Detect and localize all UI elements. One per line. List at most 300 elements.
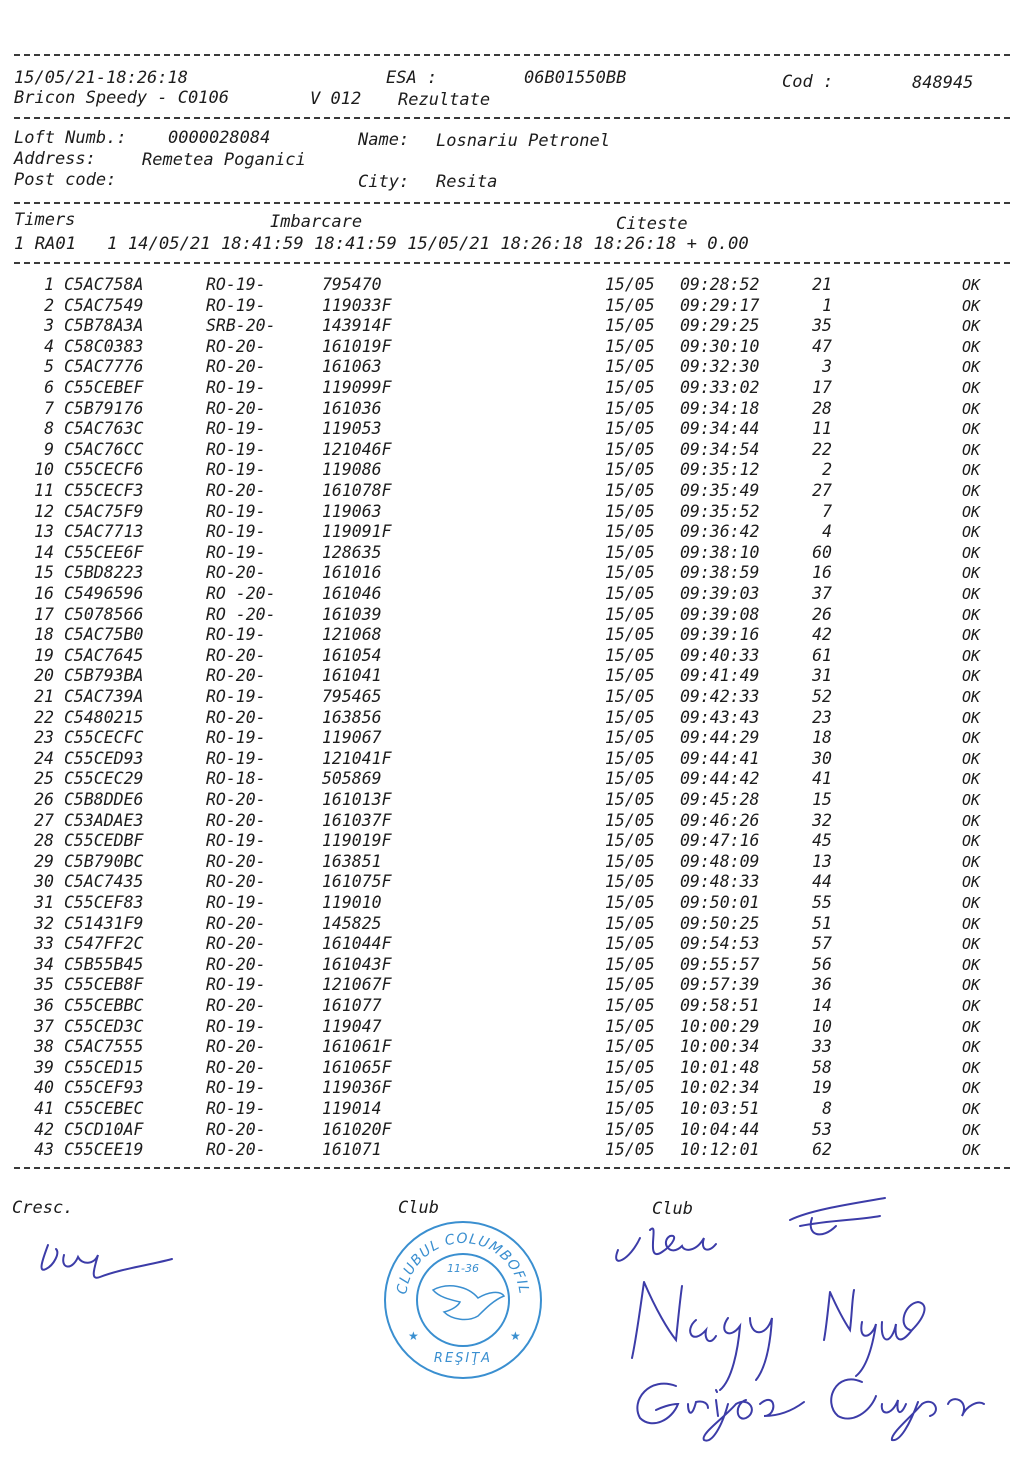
arrival-date: 15/05 bbox=[605, 728, 655, 748]
position: 53 bbox=[812, 1119, 832, 1139]
position: 55 bbox=[812, 893, 832, 912]
position: 16 bbox=[812, 563, 832, 583]
arrival-date: 15/05 bbox=[605, 666, 655, 686]
ring-number: 119036F bbox=[322, 1078, 392, 1098]
arrival-time: 09:48:09 bbox=[680, 851, 760, 871]
ring-number: 161061F bbox=[322, 1037, 392, 1057]
divider-top bbox=[14, 54, 1010, 56]
chip-id: C5BD8223 bbox=[64, 563, 144, 583]
position: 14 bbox=[812, 996, 832, 1015]
status: OK bbox=[962, 440, 981, 459]
ring-number: 119053 bbox=[322, 419, 382, 439]
name-label: Name: bbox=[358, 130, 410, 150]
status: OK bbox=[962, 1079, 981, 1098]
ring-country: RO-19- bbox=[206, 460, 266, 480]
ring-number: 143914F bbox=[322, 316, 392, 336]
status: OK bbox=[962, 1120, 981, 1139]
club-label-left: Club bbox=[398, 1198, 439, 1218]
chip-id: C55CED93 bbox=[64, 748, 144, 768]
position: 15 bbox=[812, 790, 832, 809]
ring-number: 119091F bbox=[322, 522, 392, 542]
position: 60 bbox=[812, 542, 832, 562]
ring-number: 795465 bbox=[322, 687, 382, 706]
ring-country: RO -20- bbox=[206, 604, 276, 624]
table-row bbox=[0, 831, 1024, 852]
arrival-time: 09:34:44 bbox=[680, 419, 760, 439]
status: OK bbox=[962, 337, 981, 356]
table-row bbox=[0, 399, 1024, 420]
position: 27 bbox=[812, 481, 832, 500]
position: 44 bbox=[812, 872, 832, 892]
ring-number: 161016 bbox=[322, 563, 382, 583]
chip-id: C5AC739A bbox=[64, 687, 144, 706]
table-row bbox=[0, 1099, 1024, 1120]
star-icon-left: ★ bbox=[408, 1329, 419, 1343]
ring-country: RO-19- bbox=[206, 378, 266, 397]
loft-label: Loft Numb.: bbox=[14, 128, 127, 148]
chip-id: C5AC75F9 bbox=[64, 501, 144, 521]
position: 17 bbox=[812, 378, 832, 397]
ring-country: RO-19- bbox=[206, 893, 266, 912]
position: 32 bbox=[812, 810, 832, 830]
row-number: 12 bbox=[34, 501, 54, 521]
table-row bbox=[0, 934, 1024, 955]
ring-country: RO-19- bbox=[206, 1078, 266, 1098]
status: OK bbox=[962, 667, 981, 686]
imbarcare-label: Imbarcare bbox=[270, 212, 363, 232]
arrival-date: 15/05 bbox=[605, 1140, 655, 1160]
arrival-time: 09:33:02 bbox=[680, 378, 760, 397]
arrival-date: 15/05 bbox=[605, 913, 655, 933]
status: OK bbox=[962, 997, 981, 1015]
chip-id: C5AC7776 bbox=[64, 357, 144, 377]
chip-id: C547FF2C bbox=[64, 934, 144, 954]
status: OK bbox=[962, 605, 981, 624]
status: OK bbox=[962, 976, 981, 995]
arrival-date: 15/05 bbox=[605, 1119, 655, 1139]
chip-id: C5CD10AF bbox=[64, 1119, 144, 1139]
table-row bbox=[0, 460, 1024, 481]
position: 51 bbox=[812, 913, 832, 933]
ring-country: RO-19- bbox=[206, 975, 266, 995]
cresc-label: Cresc. bbox=[12, 1198, 74, 1218]
status: OK bbox=[962, 420, 981, 439]
ring-country: RO-20- bbox=[206, 810, 266, 830]
row-number: 16 bbox=[34, 584, 54, 603]
arrival-date: 15/05 bbox=[605, 295, 655, 315]
ring-number: 119099F bbox=[322, 378, 392, 397]
status: OK bbox=[962, 296, 981, 315]
chip-id: C5AC7435 bbox=[64, 872, 144, 892]
ring-country: RO-20- bbox=[206, 1057, 266, 1077]
chip-id: C5AC7713 bbox=[64, 522, 144, 542]
row-number: 43 bbox=[34, 1140, 54, 1160]
status: OK bbox=[962, 1017, 981, 1036]
chip-id: C5480215 bbox=[64, 707, 144, 727]
table-row bbox=[0, 1120, 1024, 1141]
row-number: 3 bbox=[44, 316, 54, 336]
arrival-time: 09:58:51 bbox=[680, 996, 760, 1015]
position: 4 bbox=[822, 522, 832, 542]
row-number: 26 bbox=[34, 790, 54, 809]
status: OK bbox=[962, 399, 981, 418]
arrival-date: 15/05 bbox=[605, 378, 655, 397]
position: 22 bbox=[812, 439, 832, 459]
ring-number: 161071 bbox=[322, 1140, 382, 1160]
row-number: 32 bbox=[34, 913, 54, 933]
chip-id: C5B793BA bbox=[64, 666, 144, 686]
chip-id: C55CED3C bbox=[64, 1016, 144, 1036]
ring-number: 119010 bbox=[322, 893, 382, 912]
ring-country: RO-20- bbox=[206, 790, 266, 809]
position: 2 bbox=[822, 460, 832, 480]
arrival-date: 15/05 bbox=[605, 1099, 655, 1118]
ring-number: 161078F bbox=[322, 481, 392, 500]
arrival-date: 15/05 bbox=[605, 542, 655, 562]
arrival-time: 09:44:29 bbox=[680, 728, 760, 748]
table-row bbox=[0, 769, 1024, 790]
row-number: 13 bbox=[34, 522, 54, 542]
table-row bbox=[0, 357, 1024, 378]
status: OK bbox=[962, 502, 981, 521]
position: 13 bbox=[812, 851, 832, 871]
divider-timers bbox=[14, 202, 1010, 204]
position: 26 bbox=[812, 604, 832, 624]
arrival-time: 10:00:29 bbox=[680, 1016, 760, 1036]
chip-id: C55CED15 bbox=[64, 1057, 144, 1077]
row-number: 15 bbox=[34, 563, 54, 583]
table-row bbox=[0, 646, 1024, 667]
ring-country: RO-19- bbox=[206, 728, 266, 748]
ring-number: 161039 bbox=[322, 604, 382, 624]
arrival-date: 15/05 bbox=[605, 336, 655, 356]
arrival-time: 09:40:33 bbox=[680, 645, 760, 665]
chip-id: C55CEF83 bbox=[64, 893, 144, 912]
position: 7 bbox=[822, 501, 832, 521]
table-row bbox=[0, 666, 1024, 687]
ring-number: 119033F bbox=[322, 295, 392, 315]
arrival-date: 15/05 bbox=[605, 645, 655, 665]
ring-number: 119019F bbox=[322, 831, 392, 851]
status: OK bbox=[962, 770, 981, 789]
arrival-time: 09:48:33 bbox=[680, 872, 760, 892]
position: 1 bbox=[822, 295, 832, 315]
position: 28 bbox=[812, 398, 832, 418]
cod-value: 848945 bbox=[912, 73, 974, 93]
arrival-time: 09:47:16 bbox=[680, 831, 760, 851]
table-row bbox=[0, 502, 1024, 523]
arrival-date: 15/05 bbox=[605, 872, 655, 892]
status: OK bbox=[962, 358, 981, 377]
arrival-date: 15/05 bbox=[605, 707, 655, 727]
ring-country: RO-20- bbox=[206, 645, 266, 665]
table-row bbox=[0, 1037, 1024, 1058]
status: OK bbox=[962, 482, 981, 500]
ring-number: 161054 bbox=[322, 645, 382, 665]
ring-number: 121041F bbox=[322, 748, 392, 768]
arrival-time: 09:39:16 bbox=[680, 625, 760, 645]
arrival-date: 15/05 bbox=[605, 769, 655, 789]
table-row bbox=[0, 1140, 1024, 1161]
address-value: Remetea Poganici bbox=[142, 150, 306, 170]
table-row bbox=[0, 316, 1024, 337]
chip-id: C51431F9 bbox=[64, 913, 144, 933]
arrival-date: 15/05 bbox=[605, 748, 655, 768]
table-row bbox=[0, 749, 1024, 770]
arrival-time: 10:02:34 bbox=[680, 1078, 760, 1098]
chip-id: C5AC75B0 bbox=[64, 625, 144, 645]
arrival-date: 15/05 bbox=[605, 1078, 655, 1098]
position: 3 bbox=[822, 357, 832, 377]
ring-number: 161077 bbox=[322, 996, 382, 1015]
ring-country: RO-20- bbox=[206, 1140, 266, 1160]
ring-country: RO-20- bbox=[206, 851, 266, 871]
arrival-time: 09:50:01 bbox=[680, 893, 760, 912]
arrival-date: 15/05 bbox=[605, 419, 655, 439]
arrival-date: 15/05 bbox=[605, 357, 655, 377]
table-row bbox=[0, 543, 1024, 564]
status: OK bbox=[962, 832, 981, 851]
row-number: 29 bbox=[34, 851, 54, 871]
table-row bbox=[0, 955, 1024, 976]
ring-number: 161043F bbox=[322, 954, 392, 974]
ring-country: RO-20- bbox=[206, 398, 266, 418]
arrival-time: 10:00:34 bbox=[680, 1037, 760, 1057]
row-number: 7 bbox=[44, 398, 54, 418]
position: 19 bbox=[812, 1078, 832, 1098]
arrival-time: 09:38:10 bbox=[680, 542, 760, 562]
status: OK bbox=[962, 1038, 981, 1057]
row-number: 10 bbox=[34, 460, 54, 480]
arrival-date: 15/05 bbox=[605, 934, 655, 954]
arrival-date: 15/05 bbox=[605, 996, 655, 1015]
ring-country: RO-19- bbox=[206, 275, 266, 294]
table-row bbox=[0, 893, 1024, 914]
arrival-date: 15/05 bbox=[605, 460, 655, 480]
ring-number: 128635 bbox=[322, 542, 382, 562]
chip-id: C55CEE6F bbox=[64, 542, 144, 562]
status: OK bbox=[962, 1058, 981, 1077]
arrival-time: 09:41:49 bbox=[680, 666, 760, 686]
table-row bbox=[0, 481, 1024, 502]
status: OK bbox=[962, 708, 981, 727]
row-number: 8 bbox=[44, 419, 54, 439]
row-number: 40 bbox=[34, 1078, 54, 1098]
club-signatures bbox=[600, 1190, 1010, 1450]
ring-country: SRB-20- bbox=[206, 316, 276, 336]
status: OK bbox=[962, 852, 981, 871]
arrival-date: 15/05 bbox=[605, 481, 655, 500]
table-row bbox=[0, 852, 1024, 873]
arrival-date: 15/05 bbox=[605, 398, 655, 418]
row-number: 20 bbox=[34, 666, 54, 686]
ring-country: RO-19- bbox=[206, 831, 266, 851]
loft-value: 0000028084 bbox=[168, 128, 271, 148]
position: 41 bbox=[812, 769, 832, 789]
position: 45 bbox=[812, 831, 832, 851]
row-number: 24 bbox=[34, 748, 54, 768]
chip-id: C5496596 bbox=[64, 584, 144, 603]
device-name: Bricon Speedy - C0106 bbox=[14, 88, 229, 108]
ring-number: 119086 bbox=[322, 460, 382, 480]
stamp-text-top: CLUBUL COLUMBOFIL bbox=[394, 1230, 532, 1296]
arrival-time: 09:42:33 bbox=[680, 687, 760, 706]
cod-label: Cod : bbox=[782, 72, 834, 92]
table-row bbox=[0, 522, 1024, 543]
name-value: Losnariu Petronel bbox=[436, 131, 610, 151]
cresc-signature bbox=[20, 1225, 190, 1295]
status: OK bbox=[962, 955, 981, 974]
status: OK bbox=[962, 543, 981, 562]
chip-id: C55CECFC bbox=[64, 728, 144, 748]
chip-id: C5AC7549 bbox=[64, 295, 144, 315]
esa-value: 06B01550BB bbox=[524, 68, 627, 88]
chip-id: C55CEBBC bbox=[64, 996, 144, 1015]
row-number: 36 bbox=[34, 996, 54, 1015]
ring-country: RO-20- bbox=[206, 934, 266, 954]
arrival-time: 10:03:51 bbox=[680, 1099, 760, 1118]
row-number: 23 bbox=[34, 728, 54, 748]
ring-number: 161013F bbox=[322, 790, 392, 809]
position: 18 bbox=[812, 728, 832, 748]
status: OK bbox=[962, 379, 981, 397]
status: OK bbox=[962, 749, 981, 768]
ring-country: RO -20- bbox=[206, 584, 276, 603]
timer-line: 1 RA01 1 14/05/21 18:41:59 18:41:59 15/05/21 18:26:18 18:26:18 + 0.00 bbox=[14, 234, 749, 254]
ring-country: RO-19- bbox=[206, 1099, 266, 1118]
arrival-time: 09:50:25 bbox=[680, 913, 760, 933]
ring-country: RO-19- bbox=[206, 1016, 266, 1036]
row-number: 25 bbox=[34, 769, 54, 789]
arrival-date: 15/05 bbox=[605, 522, 655, 542]
chip-id: C5078566 bbox=[64, 604, 144, 624]
table-row bbox=[0, 790, 1024, 811]
table-row bbox=[0, 378, 1024, 399]
status: OK bbox=[962, 461, 981, 480]
ring-country: RO-20- bbox=[206, 563, 266, 583]
ring-country: RO-20- bbox=[206, 481, 266, 500]
ring-number: 119067 bbox=[322, 728, 382, 748]
ring-number: 795470 bbox=[322, 275, 382, 294]
citeste-label: Citeste bbox=[616, 214, 688, 234]
arrival-date: 15/05 bbox=[605, 316, 655, 336]
row-number: 38 bbox=[34, 1037, 54, 1057]
status: OK bbox=[962, 276, 981, 294]
position: 42 bbox=[812, 625, 832, 645]
arrival-time: 09:28:52 bbox=[680, 275, 760, 294]
table-row bbox=[0, 296, 1024, 317]
arrival-date: 15/05 bbox=[605, 975, 655, 995]
arrival-time: 09:35:52 bbox=[680, 501, 760, 521]
arrival-time: 09:46:26 bbox=[680, 810, 760, 830]
status: OK bbox=[962, 585, 981, 603]
row-number: 41 bbox=[34, 1099, 54, 1118]
arrival-date: 15/05 bbox=[605, 625, 655, 645]
arrival-date: 15/05 bbox=[605, 831, 655, 851]
chip-id: C55CEB8F bbox=[64, 975, 144, 995]
ring-country: RO-19- bbox=[206, 522, 266, 542]
table-row bbox=[0, 687, 1024, 708]
table-row bbox=[0, 1017, 1024, 1038]
arrival-date: 15/05 bbox=[605, 851, 655, 871]
position: 62 bbox=[812, 1140, 832, 1160]
row-number: 14 bbox=[34, 542, 54, 562]
arrival-time: 09:43:43 bbox=[680, 707, 760, 727]
row-number: 27 bbox=[34, 810, 54, 830]
ring-number: 161065F bbox=[322, 1057, 392, 1077]
ring-number: 505869 bbox=[322, 769, 382, 789]
star-icon-right: ★ bbox=[510, 1329, 521, 1343]
ring-number: 121046F bbox=[322, 439, 392, 459]
divider-results bbox=[14, 262, 1010, 264]
row-number: 5 bbox=[44, 357, 54, 377]
arrival-time: 09:44:41 bbox=[680, 748, 760, 768]
arrival-time: 09:36:42 bbox=[680, 522, 760, 542]
table-row bbox=[0, 996, 1024, 1017]
chip-id: C5AC7555 bbox=[64, 1037, 144, 1057]
ring-number: 161020F bbox=[322, 1119, 392, 1139]
row-number: 39 bbox=[34, 1057, 54, 1077]
status: OK bbox=[962, 1100, 981, 1118]
status: OK bbox=[962, 626, 981, 645]
ring-country: RO-18- bbox=[206, 769, 266, 789]
position: 30 bbox=[812, 748, 832, 768]
club-label-right: Club bbox=[652, 1199, 693, 1219]
chip-id: C5AC76CC bbox=[64, 439, 144, 459]
ring-number: 163851 bbox=[322, 851, 382, 871]
city-value: Resita bbox=[436, 172, 498, 192]
position: 23 bbox=[812, 707, 832, 727]
ring-country: RO-20- bbox=[206, 996, 266, 1015]
arrival-time: 09:29:25 bbox=[680, 316, 760, 336]
chip-id: C5B55B45 bbox=[64, 954, 144, 974]
arrival-time: 10:01:48 bbox=[680, 1057, 760, 1077]
arrival-time: 09:55:57 bbox=[680, 954, 760, 974]
table-row bbox=[0, 872, 1024, 893]
ring-country: RO-20- bbox=[206, 1037, 266, 1057]
ring-number: 161063 bbox=[322, 357, 382, 377]
ring-number: 161044F bbox=[322, 934, 392, 954]
table-row bbox=[0, 440, 1024, 461]
arrival-date: 15/05 bbox=[605, 954, 655, 974]
ring-number: 119047 bbox=[322, 1016, 382, 1036]
row-number: 21 bbox=[34, 687, 54, 706]
ring-country: RO-20- bbox=[206, 1119, 266, 1139]
ring-number: 119014 bbox=[322, 1099, 382, 1118]
chip-id: C5AC7645 bbox=[64, 645, 144, 665]
chip-id: C5B790BC bbox=[64, 851, 144, 871]
arrival-time: 09:39:08 bbox=[680, 604, 760, 624]
status: OK bbox=[962, 688, 981, 706]
table-row bbox=[0, 1078, 1024, 1099]
position: 11 bbox=[812, 419, 832, 439]
chip-id: C55CEBEF bbox=[64, 378, 144, 397]
arrival-time: 09:45:28 bbox=[680, 790, 760, 809]
row-number: 34 bbox=[34, 954, 54, 974]
status: OK bbox=[962, 729, 981, 748]
arrival-time: 09:57:39 bbox=[680, 975, 760, 995]
chip-id: C5B79176 bbox=[64, 398, 144, 418]
position: 36 bbox=[812, 975, 832, 995]
table-row bbox=[0, 728, 1024, 749]
table-row bbox=[0, 708, 1024, 729]
ring-country: RO-20- bbox=[206, 707, 266, 727]
row-number: 35 bbox=[34, 975, 54, 995]
row-number: 28 bbox=[34, 831, 54, 851]
position: 37 bbox=[812, 584, 832, 603]
arrival-date: 15/05 bbox=[605, 1037, 655, 1057]
ring-number: 145825 bbox=[322, 913, 382, 933]
